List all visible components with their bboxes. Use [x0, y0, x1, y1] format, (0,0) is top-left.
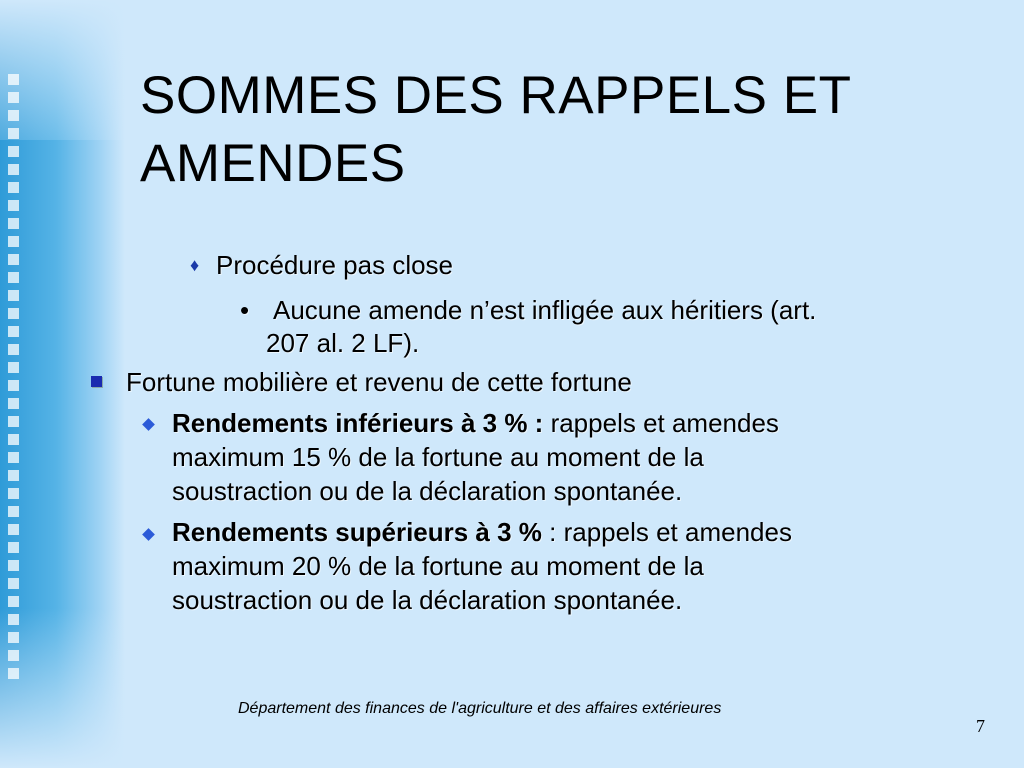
- footer-department: Département des finances de l'agriculture et des affaires extérieures: [238, 700, 722, 717]
- decorative-squares-column: [8, 74, 26, 686]
- decorative-left-band: [0, 0, 125, 768]
- rend-sup-rest: : rappels et amendes: [541, 517, 792, 547]
- list-item-rend-inf-line-3: soustraction ou de la déclaration spontanée.: [172, 476, 683, 506]
- list-item-rend-sup-line-1: [172, 515, 792, 549]
- blue-diamond-bullet-icon: [142, 528, 155, 541]
- blue-diamond-bullet-icon: [142, 418, 155, 431]
- list-item-rend-sup-line-3: soustraction ou de la déclaration spontanée.: [172, 585, 683, 615]
- small-diamond-bullet-icon: ♦: [190, 255, 200, 275]
- list-item-rend-inf-line-1: [172, 406, 779, 440]
- list-item-aucune-line-2: 207 al. 2 LF).: [266, 328, 420, 358]
- list-item-procedure: Procédure pas close: [216, 250, 454, 280]
- rend-sup-bold: Rendements supérieurs à 3 %: [172, 517, 542, 547]
- slide-title: [140, 62, 1000, 198]
- square-bullet-icon: [91, 376, 102, 387]
- list-item-aucune-line-1: Aucune amende n’est infligée aux héritiers (art.: [273, 295, 817, 325]
- list-item-rend-sup-line-2: maximum 20 % de la fortune au moment de la: [172, 551, 704, 581]
- list-item-fortune: Fortune mobilière et revenu de cette fortune: [126, 367, 632, 397]
- page-number: 7: [976, 716, 985, 736]
- title-line-2: AMENDES: [140, 134, 406, 193]
- rend-inf-rest: rappels et amendes: [543, 408, 779, 438]
- title-line-1: SOMMES DES RAPPELS ET: [140, 66, 852, 125]
- dot-bullet-icon: •: [240, 295, 250, 325]
- rend-inf-bold: Rendements inférieurs à 3 % :: [172, 408, 544, 438]
- list-item-rend-inf-line-2: maximum 15 % de la fortune au moment de la: [172, 442, 704, 472]
